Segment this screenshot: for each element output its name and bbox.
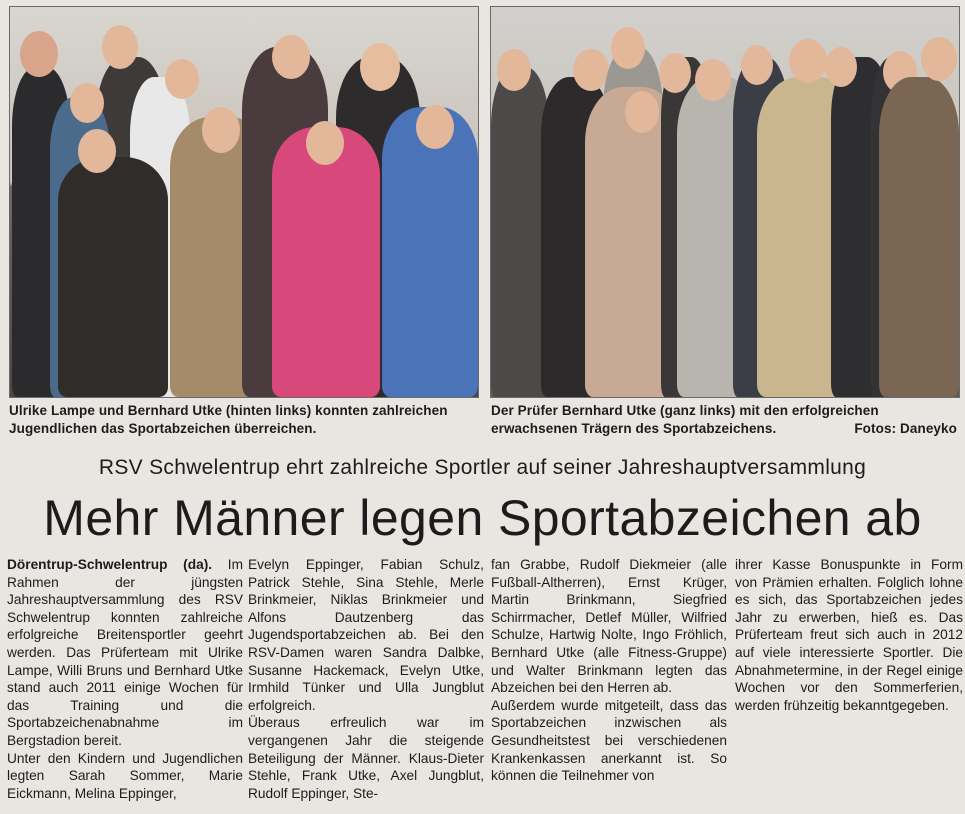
person-head xyxy=(360,43,400,91)
photo-youth-award-group xyxy=(9,6,479,398)
article-subheadline: RSV Schwelentrup ehrt zahlreiche Sportler auf seiner Jahreshauptversammlung xyxy=(98,456,867,479)
person-head xyxy=(825,47,857,87)
article-column-4 xyxy=(735,556,963,714)
article-paragraph: Unter den Kindern und Jugendlichen legten Sarah Sommer, Marie Eickmann, Melina Eppinger, xyxy=(7,750,243,801)
photo-credit: Fotos: Daneyko xyxy=(854,421,957,436)
article-paragraph: ihrer Kasse Bonuspunkte in Form von Prämien erhalten. Folglich lohne es sich, das Sportabzeichen jedes Jahr zu erwerben, hieß es. Das Prüferteam freut sich auch in 2012 auf viele interessierte Sportler. Die Abnahmetermine, in der Regel einige Wochen vor den Sommerferien, werden frühzeitig bekanntgegeben. xyxy=(735,557,963,713)
article-paragraph: Evelyn Eppinger, Fabian Schulz, Patrick Stehle, Sina Stehle, Merle Brinkmeier, Niklas Brinkmeier und Alfons Dautzenberg das Jugendsportabzeichen ab. Bei den RSV-Damen waren Sandra Dalbke, Susanne Hackemack, Evelyn Utke, Irmhild Tünker und Ulla Jungblut erfolgreich. xyxy=(248,557,484,713)
article-paragraph xyxy=(7,556,243,750)
person-head xyxy=(625,91,659,133)
person-head xyxy=(306,121,344,165)
person-figure xyxy=(58,157,168,397)
person-head xyxy=(416,105,454,149)
article-dateline: Dörentrup-Schwelentrup (da). xyxy=(7,557,213,572)
person-head xyxy=(20,31,58,77)
article-text: Im Rahmen der jüngsten Jahreshauptversammlung des RSV Schwelentrup konnten zahlreiche erfolgreiche Breitensportler geehrt werden. Das Prüferteam mit Ulrike Lampe, Willi Bruns und Bernhard Utke stand auch 2011 einige Wochen für das Training und die Sportabzeichenabnahme im Bergstadion bereit. xyxy=(7,557,243,748)
person-figure xyxy=(382,107,478,397)
person-head xyxy=(497,49,531,91)
person-head xyxy=(202,107,240,153)
person-head xyxy=(921,37,957,81)
person-head xyxy=(70,83,104,123)
photo-caption-right xyxy=(491,402,961,438)
article-paragraph: Überaus erfreulich war im vergangenen Jahr die steigende Beteiligung der Männer. Klaus-Dieter Stehle, Frank Utke, Axel Jungblut, Rudolf Eppinger, Ste- xyxy=(248,715,484,801)
photo-caption-right-text: Der Prüfer Bernhard Utke (ganz links) mit den erfolgreichen erwachsenen Trägern des Sportabzeichens. xyxy=(491,403,879,436)
person-head xyxy=(102,25,138,69)
person-figure xyxy=(879,77,959,397)
person-head xyxy=(165,59,199,99)
article-paragraph: fan Grabbe, Rudolf Diekmeier (alle Fußball-Altherren), Ernst Krüger, Martin Brinkmann, Siegfried Schirrmacher, Detlef Müller, Wilfried Schulze, Hartwig Nolte, Ingo Fröhlich, Bernhard Utke (alle Fitness-Gruppe) und Walter Brinkmann legten das Abzeichen bei den Herren ab. xyxy=(491,557,727,696)
article-column-2 xyxy=(248,556,484,802)
person-head xyxy=(611,27,645,69)
article-headline: Mehr Männer legen Sportabzeichen ab xyxy=(43,490,922,546)
person-head xyxy=(272,35,310,79)
person-figure xyxy=(272,127,380,397)
article-paragraph: Außerdem wurde mitgeteilt, dass das Sportabzeichen inzwischen als Gesundheitstest bei verschiedenen Krankenkassen anerkannt ist. So können die Teilnehmer von xyxy=(491,697,727,784)
person-head xyxy=(573,49,609,91)
photo-adult-award-group xyxy=(490,6,960,398)
person-head xyxy=(78,129,116,173)
article-column-1 xyxy=(7,556,243,802)
photo-caption-left: Ulrike Lampe und Bernhard Utke (hinten links) konnten zahlreichen Jugendlichen das Sportabzeichen überreichen. xyxy=(9,403,448,436)
person-head xyxy=(695,59,731,101)
person-head xyxy=(741,45,773,85)
person-head xyxy=(659,53,691,93)
person-head xyxy=(789,39,827,83)
article-column-3 xyxy=(491,556,727,785)
